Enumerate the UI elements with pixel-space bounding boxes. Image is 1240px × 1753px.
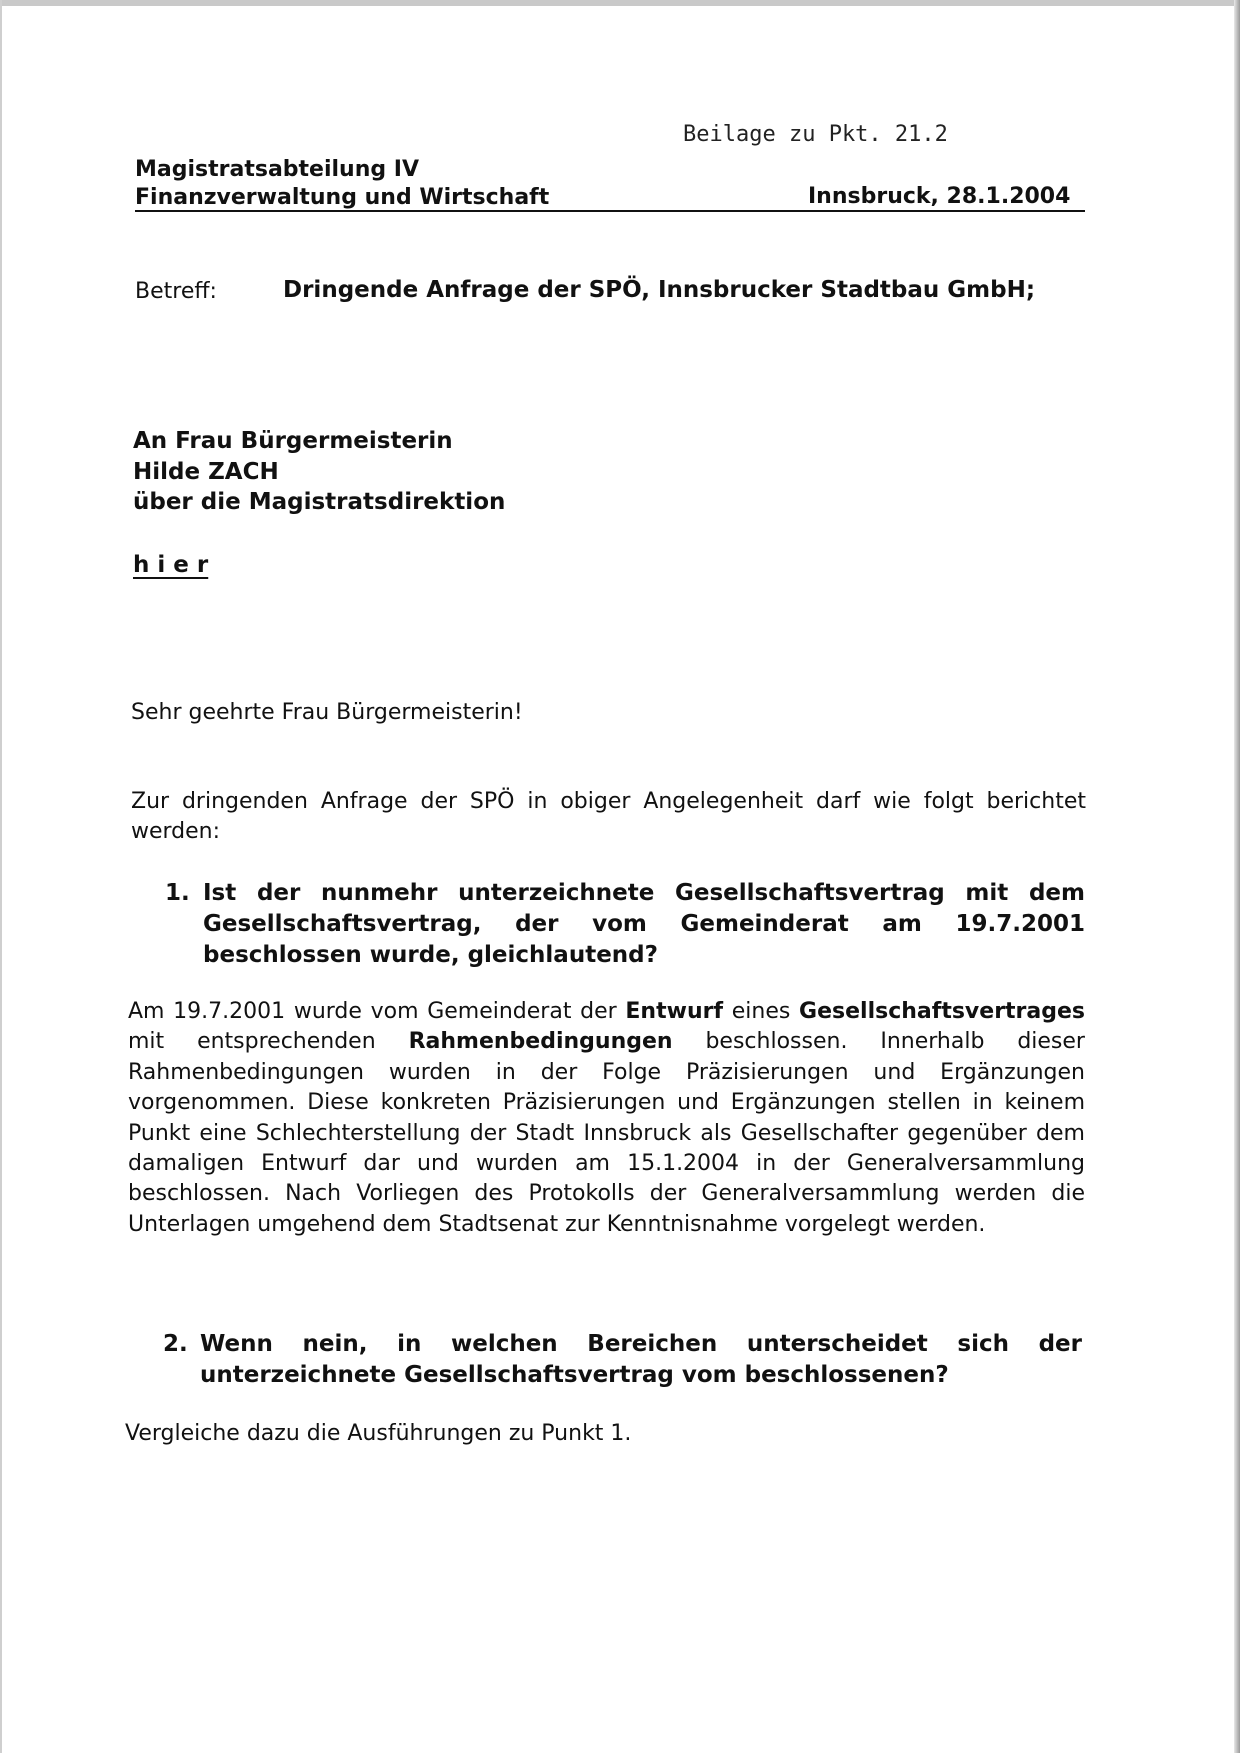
- attachment-note: Beilage zu Pkt. 21.2: [683, 122, 948, 147]
- answer-1-text: eines: [731, 999, 791, 1024]
- subject-label: Betreff:: [135, 279, 217, 304]
- answer-1-emphasis: Gesellschaftsvertrages: [799, 999, 1086, 1024]
- answer-1-text: Am 19.7.2001 wurde vom Gemeinderat der: [128, 999, 617, 1024]
- scan-edge-right: [1234, 0, 1240, 1753]
- answer-1-paragraph: [128, 997, 1085, 1240]
- recipient-line-2: Hilde ZACH: [133, 459, 279, 485]
- recipient-line-3: über die Magistratsdirektion: [133, 489, 506, 515]
- salutation: Sehr geehrte Frau Bürgermeisterin!: [131, 700, 523, 725]
- header-rule: [135, 210, 1085, 212]
- question-2-number: 2.: [163, 1331, 188, 1357]
- question-1-text: Ist der nunmehr unterzeichnete Gesellschaftsvertrag mit dem Gesellschaftsvertrag, der vom Gemeinderat am 19.7.2001 beschlossen wurde, gleichlautend?: [203, 880, 1085, 968]
- answer-1-text: mit entsprechenden: [128, 1029, 376, 1055]
- answer-1-emphasis: Rahmenbedingungen: [408, 1029, 673, 1055]
- recipient-here: h i e r: [133, 552, 209, 578]
- scan-edge-left: [0, 0, 2, 1753]
- subject-text: Dringende Anfrage der SPÖ, Innsbrucker Stadtbau GmbH;: [283, 277, 1036, 303]
- department-name: Magistratsabteilung IV: [135, 157, 420, 182]
- question-1-number: 1.: [165, 880, 190, 906]
- answer-2-paragraph: Vergleiche dazu die Ausführungen zu Punkt 1.: [125, 1421, 632, 1446]
- place-date: Innsbruck, 28.1.2004: [808, 184, 1071, 209]
- scan-edge-top: [0, 0, 1240, 6]
- answer-1-text: beschlossen. Innerhalb dieser Rahmenbedingungen wurden in der Folge Präzisierungen und Ergänzungen vorgenommen. Diese konkreten Präzisierungen und Ergänzungen stellen in keinem Punkt eine Schlechterstellung der Stadt Innsbruck als Gesellschafter gegenüber dem damaligen Entwurf dar und wurden am 15.1.2004 in der Generalversammlung beschlossen. Nach Vorliegen des Protokolls der Generalversammlung werden die Unterlagen umgehend dem Stadtsenat zur Kenntnisnahme vorgelegt werden.: [128, 1029, 1085, 1237]
- department-division: Finanzverwaltung und Wirtschaft: [135, 185, 550, 210]
- answer-1-emphasis: Entwurf: [625, 999, 724, 1024]
- recipient-line-1: An Frau Bürgermeisterin: [133, 428, 453, 454]
- question-2-text: Wenn nein, in welchen Bereichen unterscheidet sich der unterzeichnete Gesellschaftsvertrag vom beschlossenen?: [200, 1331, 1082, 1388]
- intro-paragraph: Zur dringenden Anfrage der SPÖ in obiger Angelegenheit darf wie folgt berichtet werden:: [131, 789, 1086, 845]
